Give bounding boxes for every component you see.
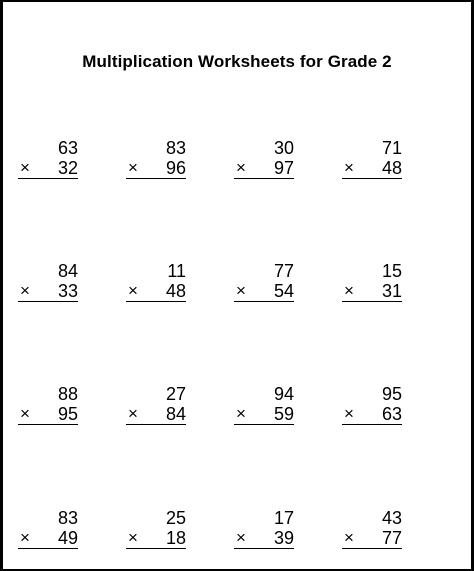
multiplier: 97 (273, 158, 294, 178)
problem-6 (126, 261, 186, 302)
multiplier-line (18, 281, 78, 302)
problem-4 (342, 138, 402, 179)
multiplier-line (126, 404, 186, 425)
problem-1 (18, 138, 78, 179)
problem-14 (126, 508, 186, 549)
times-sign: × (344, 158, 354, 177)
problem-5 (18, 261, 78, 302)
times-sign: × (128, 281, 138, 300)
problem-15 (234, 508, 294, 549)
multiplier-line (18, 404, 78, 425)
multiplier: 31 (381, 281, 402, 301)
multiplier: 59 (273, 404, 294, 424)
multiplicand: 83 (57, 508, 78, 528)
problem-9 (18, 384, 78, 425)
multiplier-line (126, 528, 186, 549)
problem-13 (18, 508, 78, 549)
multiplier: 33 (57, 281, 78, 301)
multiplicand: 88 (57, 384, 78, 404)
multiplier-line (234, 404, 294, 425)
problem-16 (342, 508, 402, 549)
multiplicand: 30 (273, 138, 294, 158)
multiplicand: 84 (57, 261, 78, 281)
multiplier: 32 (57, 158, 78, 178)
multiplier: 49 (57, 528, 78, 548)
multiplier: 54 (273, 281, 294, 301)
problem-grid (3, 2, 471, 569)
multiplier: 39 (273, 528, 294, 548)
problem-12 (342, 384, 402, 425)
multiplier-line (126, 281, 186, 302)
multiplier-line (342, 528, 402, 549)
multiplier-line (342, 281, 402, 302)
times-sign: × (236, 528, 246, 547)
multiplier-line (18, 528, 78, 549)
times-sign: × (20, 281, 30, 300)
multiplicand: 63 (57, 138, 78, 158)
multiplicand: 11 (167, 261, 186, 281)
times-sign: × (128, 528, 138, 547)
multiplicand: 15 (381, 261, 402, 281)
times-sign: × (236, 404, 246, 423)
multiplier: 77 (381, 528, 402, 548)
multiplicand: 17 (273, 508, 294, 528)
multiplicand: 71 (381, 138, 402, 158)
times-sign: × (20, 158, 30, 177)
multiplicand: 94 (273, 384, 294, 404)
multiplier: 84 (165, 404, 186, 424)
times-sign: × (20, 528, 30, 547)
problem-7 (234, 261, 294, 302)
times-sign: × (20, 404, 30, 423)
problem-8 (342, 261, 402, 302)
times-sign: × (344, 404, 354, 423)
problem-11 (234, 384, 294, 425)
multiplicand: 25 (165, 508, 186, 528)
multiplier-line (18, 158, 78, 179)
multiplier: 48 (165, 281, 186, 301)
multiplier-line (234, 158, 294, 179)
problem-2 (126, 138, 186, 179)
times-sign: × (344, 528, 354, 547)
multiplier: 95 (57, 404, 78, 424)
times-sign: × (128, 404, 138, 423)
times-sign: × (344, 281, 354, 300)
multiplier: 63 (381, 404, 402, 424)
multiplier: 96 (165, 158, 186, 178)
multiplicand: 27 (165, 384, 186, 404)
times-sign: × (236, 281, 246, 300)
multiplier-line (126, 158, 186, 179)
multiplicand: 83 (165, 138, 186, 158)
multiplier-line (342, 158, 402, 179)
multiplicand: 77 (273, 261, 294, 281)
worksheet-title: Multiplication Worksheets for Grade 2 (82, 52, 392, 71)
multiplier-line (342, 404, 402, 425)
times-sign: × (128, 158, 138, 177)
multiplicand: 43 (381, 508, 402, 528)
times-sign: × (236, 158, 246, 177)
multiplier-line (234, 281, 294, 302)
problem-10 (126, 384, 186, 425)
multiplier: 48 (381, 158, 402, 178)
multiplier: 18 (165, 528, 186, 548)
problem-3 (234, 138, 294, 179)
multiplier-line (234, 528, 294, 549)
multiplicand: 95 (381, 384, 402, 404)
